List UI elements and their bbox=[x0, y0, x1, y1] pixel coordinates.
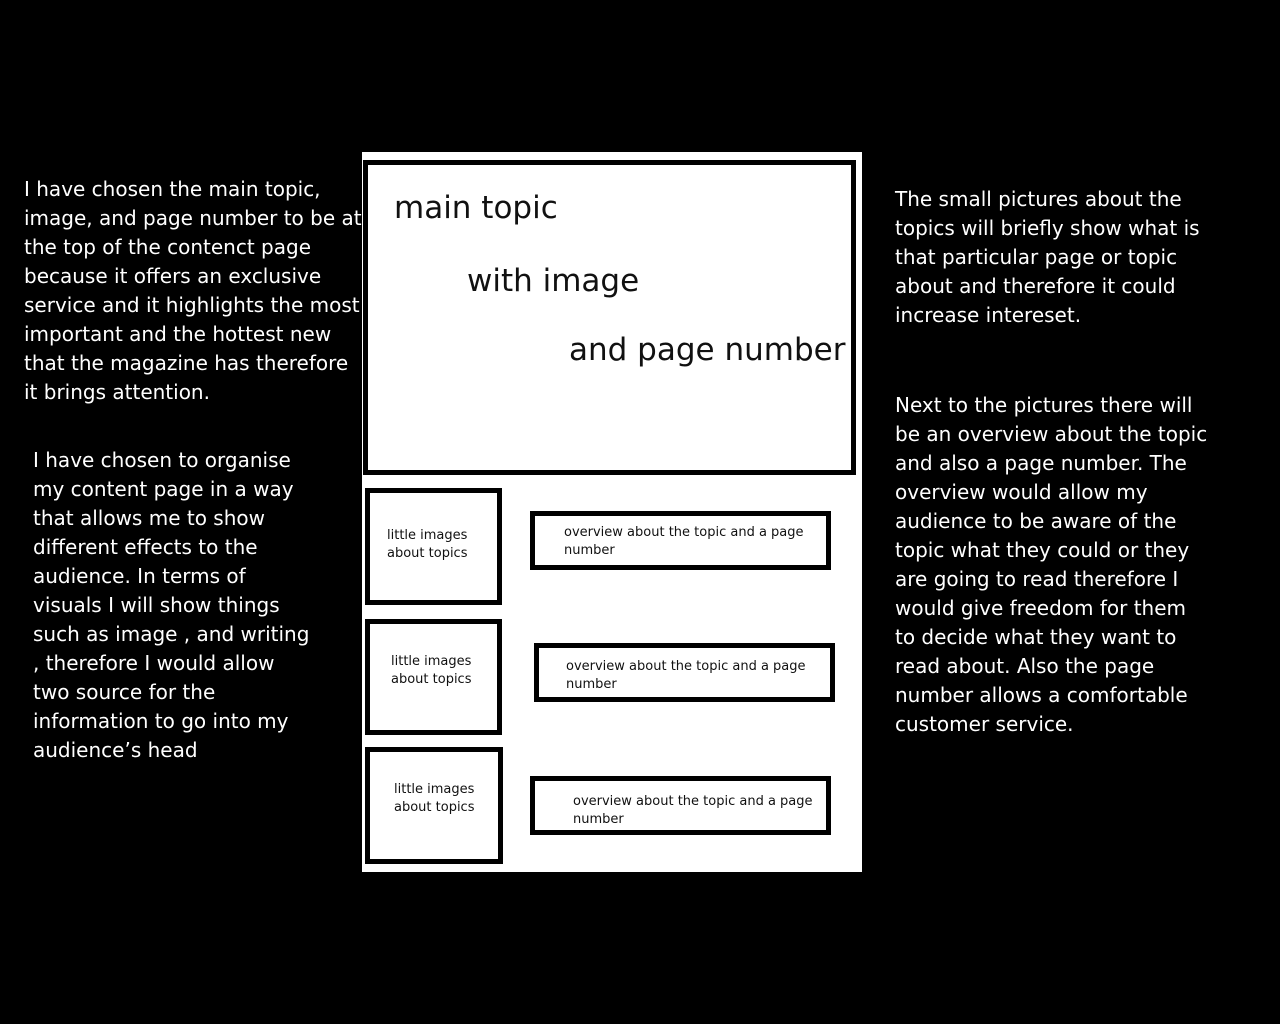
main-topic-label: main topic bbox=[394, 190, 558, 226]
thumbnail-box bbox=[365, 619, 502, 735]
note-overview: Next to the pictures there will be an overview about the topic and also a page number. The overview would allow my audience to be aware of the topic what they could or they are going to read therefore I would give freedom for them to decide what they want to read about. Also the page number allows a comfortable customer service. bbox=[895, 393, 1208, 736]
overview-box bbox=[534, 643, 835, 702]
overview-label: overview about the topic and a page number bbox=[564, 525, 804, 558]
overview-label: overview about the topic and a page number bbox=[573, 794, 813, 827]
content-page-mockup bbox=[362, 152, 862, 872]
overview-box bbox=[530, 776, 831, 835]
note-layout-rationale: I have chosen to organise my content page in a way that allows me to show different effects to the audience. In terms of visuals I will show things such as image , and writing , therefore I would allow two source for the information to go into my audience’s head bbox=[33, 448, 310, 762]
thumbnail-box bbox=[365, 488, 502, 605]
thumbnail-label: little images about topics bbox=[387, 528, 468, 561]
note-main-topic-rationale: I have chosen the main topic, image, and page number to be at the top of the contenct page because it offers an exclusive service and it highlights the most important and the hottest new that the magazine has therefore it brings attention. bbox=[24, 177, 362, 404]
thumbnail-label: little images about topics bbox=[394, 782, 475, 815]
overview-box bbox=[530, 511, 831, 570]
main-page-number-label: and page number bbox=[569, 332, 846, 368]
thumbnail-box bbox=[365, 747, 503, 864]
main-image-label: with image bbox=[467, 263, 640, 299]
overview-label: overview about the topic and a page number bbox=[566, 659, 806, 692]
note-small-pictures: The small pictures about the topics will briefly show what is that particular page or topic about and therefore it could increase intereset. bbox=[895, 187, 1200, 327]
thumbnail-label: little images about topics bbox=[391, 654, 472, 687]
main-topic-box bbox=[363, 160, 856, 475]
